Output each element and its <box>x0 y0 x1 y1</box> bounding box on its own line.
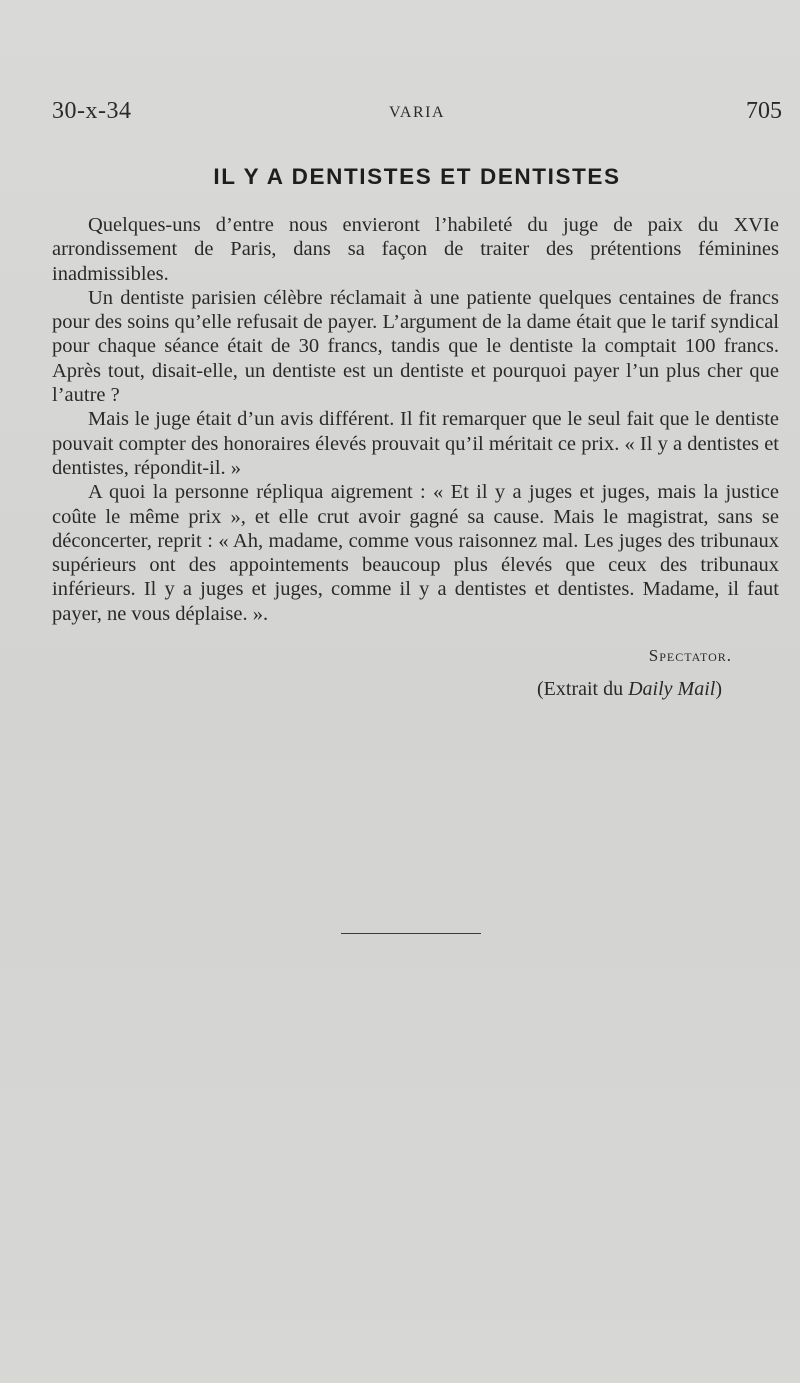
source-suffix: ) <box>715 678 722 700</box>
running-head <box>52 98 782 130</box>
section-divider <box>341 933 481 934</box>
article-source <box>537 678 722 701</box>
page-number: 705 <box>746 98 782 124</box>
article-body <box>52 213 779 626</box>
paragraph-4: A quoi la personne répliqua aigrement : « Et il y a juges et juges, mais la justice coûte le même prix », et elle crut avoir gagné sa cause. Mais le magistrat, sans se déconcerter, reprit : « Ah, madame, comme vous raisonnez mal. Les juges des tribunaux supérieurs ont des appointements beaucoup plus élevés que ceux des tribunaux inférieurs. Il y a juges et juges, comme il y a dentistes et dentistes. Madame, il faut payer, ne vous déplaise. ». <box>52 481 779 625</box>
article-signature: Spectator. <box>648 646 732 665</box>
article-title: IL Y A DENTISTES ET DENTISTES <box>213 164 621 189</box>
source-prefix: (Extrait du <box>537 678 629 700</box>
paragraph-3: Mais le juge était d’un avis différent. Il fit remarquer que le seul fait que le dentiste pouvait compter des honoraires élevés prouvait qu’il méritait ce prix. « Il y a dentistes et dentistes, répondit-il. » <box>52 408 779 479</box>
source-name: Daily Mail <box>628 678 716 700</box>
running-head-section: VARIA <box>388 104 446 121</box>
paragraph-2: Un dentiste parisien célèbre réclamait à une patiente quelques centaines de francs pour des soins qu’elle refusait de payer. L’argument de la dame était que le tarif syndical pour chaque séance était de 30 francs, tandis que le dentiste la comptait 100 francs. Après tout, disait-elle, un dentiste est un dentiste et pourquoi payer l’un plus cher que l’autre ? <box>52 286 779 407</box>
paragraph-1: Quelques-uns d’entre nous envieront l’habileté du juge de paix du XVIe arrondissement de Paris, dans sa façon de traiter des prétentions féminines inadmissibles. <box>52 214 779 285</box>
running-head-date: 30-x-34 <box>52 98 132 124</box>
